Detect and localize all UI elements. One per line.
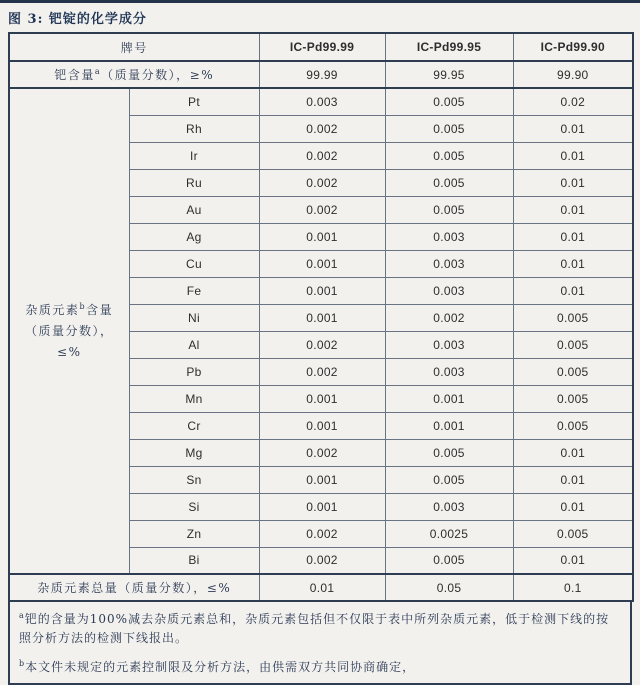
impurity-value: 0.01 xyxy=(513,547,633,574)
impurity-value: 0.005 xyxy=(385,142,513,169)
table-body xyxy=(9,61,633,601)
total-value: 0.01 xyxy=(259,574,385,601)
element-symbol: Cu xyxy=(129,250,259,277)
element-symbol: Pb xyxy=(129,358,259,385)
element-symbol: Al xyxy=(129,331,259,358)
impurity-value: 0.01 xyxy=(513,250,633,277)
element-symbol: Sn xyxy=(129,466,259,493)
element-symbol: Bi xyxy=(129,547,259,574)
element-symbol: Fe xyxy=(129,277,259,304)
impurity-value: 0.003 xyxy=(385,331,513,358)
pd-label-superscript: a xyxy=(94,67,102,76)
impurity-value: 0.002 xyxy=(259,358,385,385)
impurity-value: 0.005 xyxy=(513,358,633,385)
impurity-value: 0.003 xyxy=(385,358,513,385)
impurity-value: 0.005 xyxy=(385,439,513,466)
impurity-group-label: 杂质元素$^b$含量 （质量分数）， ≤% xyxy=(9,88,129,574)
grade-column-1: IC-Pd99.99 xyxy=(259,33,385,61)
total-row xyxy=(9,574,633,601)
impurity-row xyxy=(9,88,633,115)
impurity-value: 0.002 xyxy=(259,169,385,196)
pd-value: 99.99 xyxy=(259,61,385,88)
impurity-value: 0.0025 xyxy=(385,520,513,547)
impurity-value: 0.005 xyxy=(513,412,633,439)
impurity-value: 0.003 xyxy=(385,493,513,520)
impurity-value: 0.01 xyxy=(513,223,633,250)
impurity-value: 0.002 xyxy=(259,547,385,574)
total-value: 0.05 xyxy=(385,574,513,601)
element-symbol: Zn xyxy=(129,520,259,547)
pd-content-row xyxy=(9,61,633,88)
impurity-value: 0.003 xyxy=(385,250,513,277)
element-symbol: Ru xyxy=(129,169,259,196)
impurity-value: 0.005 xyxy=(385,88,513,115)
impurity-value: 0.01 xyxy=(513,169,633,196)
footnote-b xyxy=(19,658,620,677)
impurity-value: 0.001 xyxy=(259,223,385,250)
footnote-b-text: 本文件未规定的元素控制限及分析方法，由供需双方共同协商确定， xyxy=(25,660,416,674)
footnote-a-text: 钯的含量为100%减去杂质元素总和，杂质元素包括但不仅限于表中所列杂质元素，低于检测下线的按照分析方法的检测下线报出。 xyxy=(19,612,610,645)
impurity-value: 0.001 xyxy=(259,250,385,277)
impurity-label-superscript: b xyxy=(79,301,87,311)
impurity-value: 0.002 xyxy=(259,142,385,169)
impurity-value: 0.01 xyxy=(513,142,633,169)
element-symbol: Ag xyxy=(129,223,259,250)
impurity-value: 0.01 xyxy=(513,115,633,142)
impurity-value: 0.005 xyxy=(385,466,513,493)
impurity-value: 0.005 xyxy=(385,169,513,196)
impurity-value: 0.001 xyxy=(259,304,385,331)
impurity-value: 0.002 xyxy=(259,115,385,142)
impurity-value: 0.001 xyxy=(259,277,385,304)
impurity-value: 0.005 xyxy=(513,385,633,412)
pd-content-label xyxy=(9,61,259,88)
impurity-value: 0.001 xyxy=(385,385,513,412)
element-symbol: Pt xyxy=(129,88,259,115)
impurity-value: 0.005 xyxy=(513,331,633,358)
impurity-value: 0.005 xyxy=(385,115,513,142)
element-symbol: Rh xyxy=(129,115,259,142)
impurity-value: 0.002 xyxy=(259,196,385,223)
impurity-value: 0.01 xyxy=(513,466,633,493)
pd-label-text: 钯含量 xyxy=(54,68,95,82)
footnote-b-marker: b xyxy=(19,659,26,668)
impurity-value: 0.001 xyxy=(259,466,385,493)
impurity-value: 0.01 xyxy=(513,196,633,223)
impurity-value: 0.002 xyxy=(259,520,385,547)
impurity-value: 0.003 xyxy=(385,223,513,250)
composition-table xyxy=(8,32,634,602)
grade-column-3: IC-Pd99.90 xyxy=(513,33,633,61)
top-accent-bar xyxy=(0,0,640,3)
pd-label-suffix: （质量分数），≥% xyxy=(101,68,215,82)
pd-value: 99.90 xyxy=(513,61,633,88)
impurity-value: 0.001 xyxy=(385,412,513,439)
element-symbol: Ni xyxy=(129,304,259,331)
footnotes-box xyxy=(8,602,632,685)
impurity-value: 0.003 xyxy=(385,277,513,304)
impurity-value: 0.003 xyxy=(259,88,385,115)
impurity-value: 0.02 xyxy=(513,88,633,115)
grade-column-2: IC-Pd99.95 xyxy=(385,33,513,61)
footnote-a-marker: a xyxy=(19,611,25,620)
impurity-value: 0.01 xyxy=(513,439,633,466)
total-value: 0.1 xyxy=(513,574,633,601)
element-symbol: Si xyxy=(129,493,259,520)
footnote-a xyxy=(19,610,620,648)
impurity-value: 0.01 xyxy=(513,493,633,520)
element-symbol: Ir xyxy=(129,142,259,169)
impurity-value: 0.005 xyxy=(385,196,513,223)
impurity-value: 0.005 xyxy=(513,520,633,547)
element-symbol: Mn xyxy=(129,385,259,412)
impurity-value: 0.002 xyxy=(385,304,513,331)
pd-value: 99.95 xyxy=(385,61,513,88)
total-row-label: 杂质元素总量（质量分数），≤% xyxy=(9,574,259,601)
element-symbol: Au xyxy=(129,196,259,223)
impurity-value: 0.005 xyxy=(385,547,513,574)
impurity-value: 0.005 xyxy=(513,304,633,331)
impurity-value: 0.001 xyxy=(259,493,385,520)
element-symbol: Mg xyxy=(129,439,259,466)
page-title: 图 3: 钯锭的化学成分 xyxy=(8,12,147,27)
impurity-value: 0.002 xyxy=(259,331,385,358)
element-symbol: Cr xyxy=(129,412,259,439)
impurity-value: 0.001 xyxy=(259,385,385,412)
header-row xyxy=(9,33,633,61)
grade-header-label: 牌号 xyxy=(9,33,259,61)
impurity-value: 0.001 xyxy=(259,412,385,439)
impurity-value: 0.01 xyxy=(513,277,633,304)
impurity-value: 0.002 xyxy=(259,439,385,466)
